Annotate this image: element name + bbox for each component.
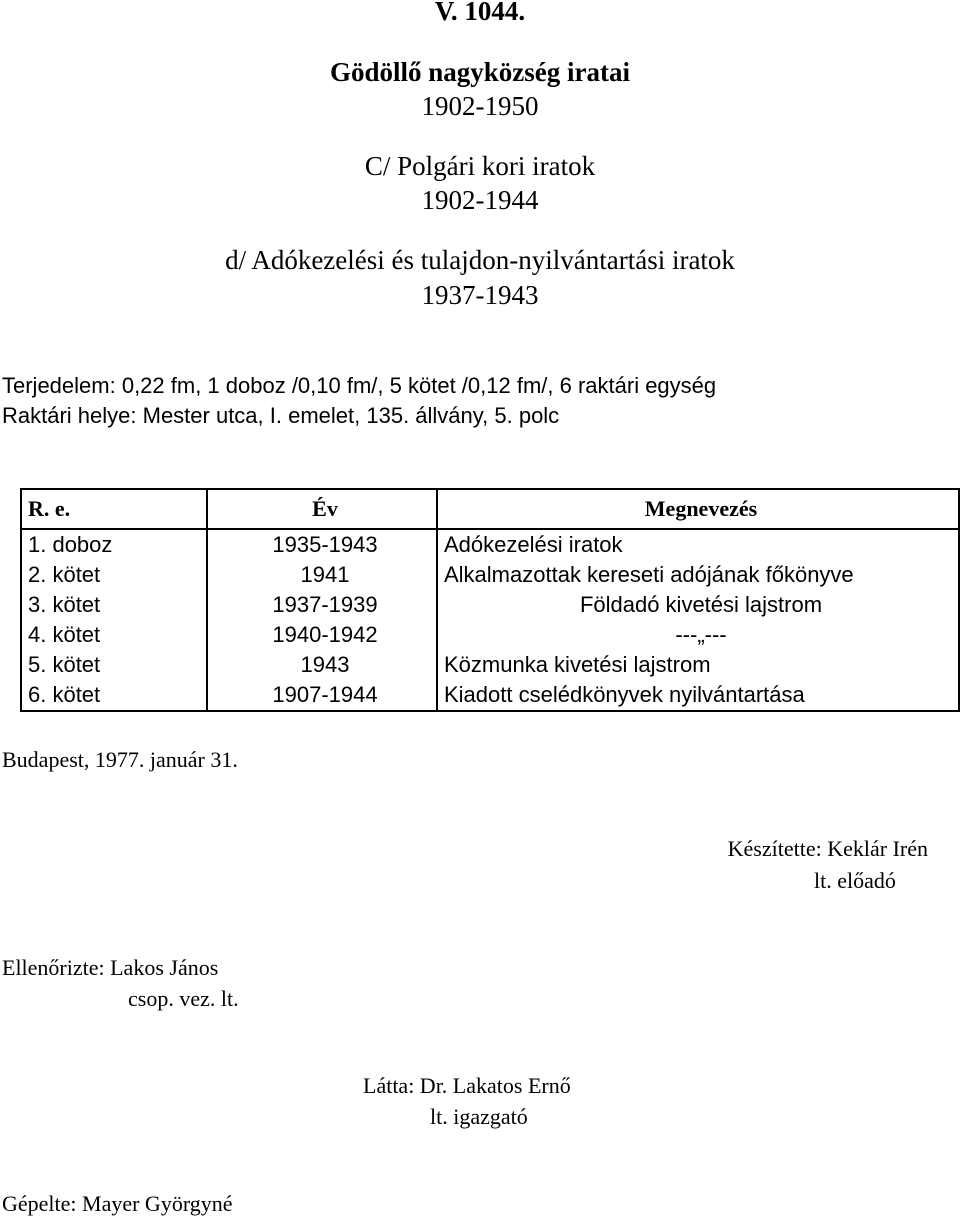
table-row xyxy=(21,680,959,711)
fonds-years: 1902-1950 xyxy=(421,91,539,121)
cell-year: 1907-1944 xyxy=(207,680,437,711)
section-years: 1902-1944 xyxy=(421,185,539,215)
typed-by: Gépelte: Mayer Györgyné xyxy=(2,1191,233,1216)
table-row xyxy=(21,650,959,680)
cell-name: ---„--- xyxy=(437,620,959,650)
cell-name: Adókezelési iratok xyxy=(437,529,959,560)
cell-unit: 2. kötet xyxy=(21,560,207,590)
seen-title: lt. igazgató xyxy=(430,1104,528,1129)
table-row xyxy=(21,529,959,560)
cell-year: 1935-1943 xyxy=(207,529,437,560)
prepared-title: lt. előadó xyxy=(814,868,896,893)
cell-year: 1937-1939 xyxy=(207,590,437,620)
header-unit: R. e. xyxy=(21,489,207,529)
reference-number: V. 1044. xyxy=(434,0,526,26)
cell-year: 1943 xyxy=(207,650,437,680)
table-row xyxy=(21,620,959,650)
cell-unit: 6. kötet xyxy=(21,680,207,711)
cell-unit: 4. kötet xyxy=(21,620,207,650)
subsection-years: 1937-1943 xyxy=(421,280,539,310)
table-row xyxy=(21,560,959,590)
fonds-title: Gödöllő nagyközség iratai xyxy=(329,57,630,87)
table-row xyxy=(21,590,959,620)
prepared-by: Készítette: Keklár Irén xyxy=(727,836,928,861)
cell-name: Kiadott cselédkönyvek nyilvántartása xyxy=(437,680,959,711)
cell-name: Közmunka kivetési lajstrom xyxy=(437,650,959,680)
cell-year: 1940-1942 xyxy=(207,620,437,650)
place-date: Budapest, 1977. január 31. xyxy=(2,747,238,772)
checked-by: Ellenőrizte: Lakos János xyxy=(2,955,219,980)
location-line: Raktári helye: Mester utca, I. emelet, 135. állvány, 5. polc xyxy=(2,403,560,428)
checked-title: csop. vez. lt. xyxy=(128,986,239,1011)
inventory-table xyxy=(20,488,960,712)
table-header-row xyxy=(21,489,959,529)
cell-name: Alkalmazottak kereseti adójának főkönyve xyxy=(437,560,959,590)
subsection-title: d/ Adókezelési és tulajdon-nyilvántartási iratok xyxy=(225,245,735,275)
section-title: C/ Polgári kori iratok xyxy=(364,151,596,181)
seen-by: Látta: Dr. Lakatos Ernő xyxy=(363,1073,571,1098)
header-name: Megnevezés xyxy=(437,489,959,529)
cell-unit: 1. doboz xyxy=(21,529,207,560)
cell-unit: 5. kötet xyxy=(21,650,207,680)
extent-line: Terjedelem: 0,22 fm, 1 doboz /0,10 fm/, 5 kötet /0,12 fm/, 6 raktári egység xyxy=(2,373,717,398)
cell-year: 1941 xyxy=(207,560,437,590)
cell-unit: 3. kötet xyxy=(21,590,207,620)
header-year: Év xyxy=(207,489,437,529)
cell-name: Földadó kivetési lajstrom xyxy=(437,590,959,620)
